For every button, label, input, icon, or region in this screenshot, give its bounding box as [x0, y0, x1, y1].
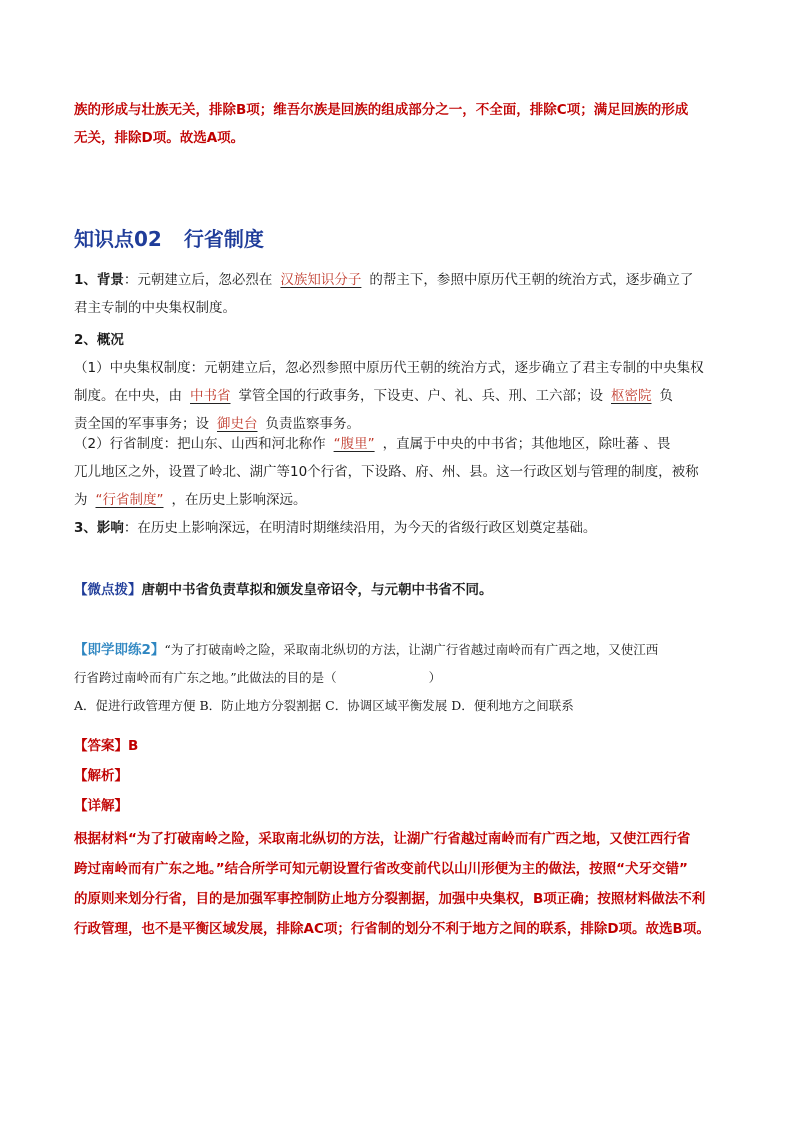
blank-answer: 枢密院: [611, 388, 652, 404]
section-title: [74, 224, 724, 254]
answer-label: 【答案】B: [74, 738, 139, 754]
exercise-label: 【即学即练2】: [74, 642, 165, 658]
intro-line-1: 族的形成与壮族无关，排除B项；维吾尔族是回族的组成部分之一，不全面，排除C项；满足回族的形成: [74, 102, 689, 118]
tip-box: [74, 576, 724, 604]
section-name: 行省制度: [183, 227, 264, 251]
impact-heading: 3、影响: [74, 520, 124, 536]
blank-answer: 汉族知识分子: [280, 272, 362, 288]
exercise-options: A．促进行政管理方便 B．防止地方分裂割据 C．协调区域平衡发展 D．便利地方之间联系: [74, 698, 574, 713]
blank-answer: “腹里”: [333, 436, 375, 452]
background-heading: 1、背景: [74, 272, 124, 288]
tip-text: 唐朝中书省负责草拟和颁发皇帝诏令，与元朝中书省不同。: [141, 582, 493, 598]
blank-answer: 中书省: [190, 388, 231, 404]
analysis-label: 【解析】: [74, 768, 128, 784]
impact-paragraph: 3、影响：在历史上影响深远，在明清时期继续沿用，为今天的省级行政区划奠定基础。: [74, 520, 597, 536]
blank-answer: 御史台: [217, 416, 258, 432]
intro-paragraph: [74, 96, 724, 152]
overview-paragraph-2: （2）行省制度：把山东、山西和河北称作 “腹里” ，直属于中央的中书省；其他地区，除吐蕃 、畏 兀儿地区之外，设置了岭北、湖广等10个行省，下设路、府、州、县。这一行政区划与管理的制度，被称 为 “行省制度” ，在历史上影响深远。: [74, 436, 699, 508]
section-label: 知识点02: [74, 227, 162, 251]
detail-paragraph: 根据材料“为了打破南岭之险，采取南北纵切的方法，让湖广行省越过南岭而有广西之地，又使江西行省 跨过南岭而有广东之地。”结合所学可知元朝设置行省改变前代以山川形便为主的做法，按照“犬牙交错” 的原则来划分行省，目的是加强军事控制防止地方分裂割据，加强中央集权，B项正确；按照材料做法不利 行政管理，也不是平衡区域发展，排除AC项；行省制的划分不利于地方之间的联系，排除D项。故选B项。: [74, 831, 710, 937]
overview-paragraph-1: （1）中央集权制度：元朝建立后，忽必烈参照中原历代王朝的统治方式，逐步确立了君主专制的中央集权 制度。在中央，由 中书省 掌管全国的行政事务，下设吏、户、礼、兵、刑、工六部；设 枢密院 负 责全国的军事事务；设 御史台 负责监察事务。: [74, 360, 704, 432]
exercise-question: 【即学即练2】“为了打破南岭之险，采取南北纵切的方法，让湖广行省越过南岭而有广西之地，又使江西 行省跨过南岭而有广东之地。”此做法的目的是（ ） A．促进行政管理方便 B．防止地方分裂割据 C．协调区域平衡发展 D．便利地方之间联系: [74, 636, 724, 720]
tip-label: 【微点拨】: [74, 582, 142, 598]
background-paragraph: 1、背景：元朝建立后，忽必烈在 汉族知识分子 的帮主下，参照中原历代王朝的统治方式，逐步确立了 君主专制的中央集权制度。: [74, 272, 694, 316]
intro-line-2: 无关，排除D项。故选A项。: [74, 130, 245, 146]
blank-answer: “行省制度”: [95, 492, 164, 508]
overview-heading: 2、概况: [74, 332, 124, 348]
detail-label: 【详解】: [74, 798, 128, 814]
